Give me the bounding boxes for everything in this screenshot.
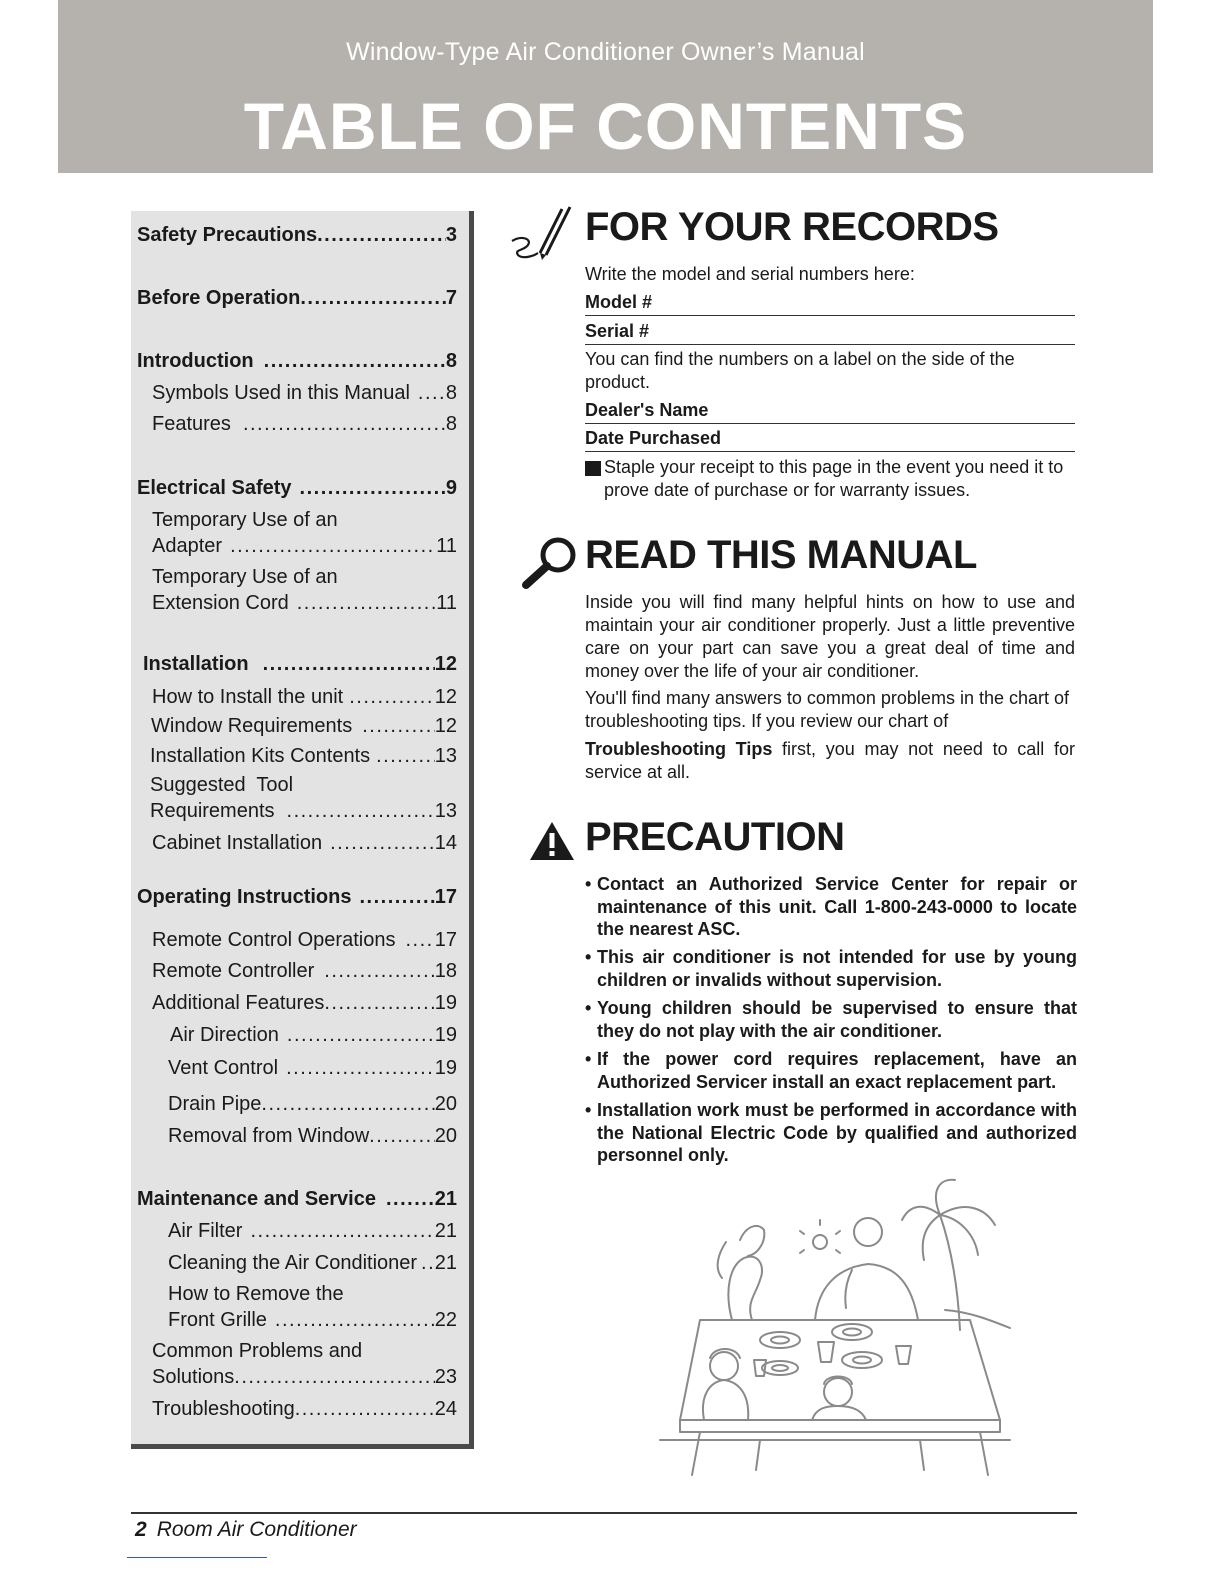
toc-label: Suggested Tool [150, 774, 294, 796]
toc-page: 3 [445, 224, 457, 246]
precaution-item: • Young children should be supervised to ensure that they do not play with the air conditioner. [585, 998, 1077, 1041]
toc-page: 17 [434, 929, 457, 951]
records-intro: Write the model and serial numbers here: [585, 264, 915, 284]
toc-page: 11 [436, 535, 457, 557]
toc-entry[interactable] [152, 958, 457, 984]
toc-label: Front Grille [168, 1309, 267, 1331]
date-purchased-field[interactable]: Date Purchased [585, 427, 1075, 452]
toc-label: Safety Precautions [137, 224, 318, 246]
toc-label: How to Remove the [168, 1283, 344, 1305]
toc-label: Temporary Use of an [152, 509, 338, 531]
toc-page: 8 [445, 413, 457, 435]
footer-link-underline [127, 1557, 267, 1558]
records-heading: FOR YOUR RECORDS [585, 205, 999, 249]
toc-page: 14 [434, 832, 457, 854]
page-footer [135, 1518, 357, 1542]
toc-entry[interactable] [152, 564, 457, 616]
precaution-item: • Contact an Authorized Service Center for repair or maintenance of this unit. Call 1-800-243-0000 to locate the nearest ASC. [585, 874, 1077, 939]
read-paragraph: You'll find many answers to common problems in the chart of troubleshooting tips. If you review our chart of [585, 688, 1070, 731]
toc-entry[interactable] [168, 1091, 457, 1117]
toc-label: Introduction [137, 350, 254, 372]
toc-page: 22 [434, 1309, 457, 1331]
toc-entry[interactable] [168, 1123, 457, 1149]
toc-page: 17 [434, 886, 457, 908]
toc-page: 13 [434, 800, 457, 822]
warning-icon [528, 820, 576, 862]
toc-label: Window Requirements [151, 715, 353, 737]
toc-label: Maintenance and Service [137, 1188, 376, 1210]
read-paragraph: Inside you will find many helpful hints on how to use and maintain your air conditioner properly. Just a little preventive care on your part can save you a great deal of time and money over the life of your air conditioner. [585, 592, 1075, 681]
toc-entry[interactable] [137, 285, 457, 311]
toc-entry[interactable] [143, 651, 457, 677]
toc-page: 20 [434, 1093, 457, 1115]
troubleshooting-tips-emphasis: Troubleshooting Tips [585, 739, 773, 759]
toc-label: Cleaning the Air Conditioner [168, 1252, 418, 1274]
page-number: 2 [135, 1518, 147, 1541]
toc-page: 8 [445, 350, 457, 372]
label-location-note: You can find the numbers on a label on the side of the product. [585, 349, 1015, 392]
toc-page: 12 [434, 686, 457, 708]
toc-label: Solutions [152, 1366, 235, 1388]
toc-entry[interactable] [152, 411, 457, 437]
model-number-field[interactable]: Model # [585, 291, 1075, 316]
toc-entry[interactable] [168, 1055, 457, 1081]
toc-entry[interactable] [137, 475, 457, 501]
toc-page: 8 [445, 382, 457, 404]
toc-label: Removal from Window [168, 1125, 370, 1147]
toc-label: How to Install the unit [152, 686, 344, 708]
precaution-item: • If the power cord requires replacement, have an Authorized Servicer install an exact replacement part. [585, 1049, 1077, 1092]
toc-entry[interactable] [152, 380, 457, 406]
toc-label: Electrical Safety [137, 477, 292, 499]
toc-page: 21 [434, 1252, 457, 1274]
toc-entry[interactable] [152, 927, 457, 953]
toc-label: Temporary Use of an [152, 566, 338, 588]
toc-label: Requirements [150, 800, 275, 822]
precaution-item: • This air conditioner is not intended for use by young children or invalids without supervision. [585, 947, 1077, 990]
toc-page: 19 [434, 1024, 457, 1046]
toc-page: 19 [434, 992, 457, 1014]
toc-entry[interactable] [152, 507, 457, 559]
toc-entry[interactable] [168, 1250, 457, 1276]
picnic-family-illustration [640, 1170, 1020, 1485]
staple-receipt-note: Staple your receipt to this page in the event you need it to prove date of purchase or for warranty issues. [604, 457, 1064, 500]
toc-page: 19 [434, 1057, 457, 1079]
dealer-name-field[interactable]: Dealer's Name [585, 399, 1075, 424]
square-bullet-icon [585, 461, 601, 476]
toc-entry[interactable] [168, 1218, 457, 1244]
toc-page: 21 [434, 1188, 457, 1210]
toc-label: Before Operation [137, 287, 301, 309]
toc-label: Air Filter [168, 1220, 243, 1242]
toc-page: 20 [434, 1125, 457, 1147]
toc-page: 12 [434, 715, 457, 737]
read-paragraph-rest: first, you may not need to call for service at all. [585, 739, 1075, 782]
header-banner [58, 0, 1153, 173]
precaution-item: • Installation work must be performed in accordance with the National Electric Code by qualified and authorized personnel only. [585, 1100, 1077, 1165]
toc-page: 7 [445, 287, 457, 309]
toc-page: 21 [434, 1220, 457, 1242]
toc-label: Drain Pipe [168, 1093, 262, 1115]
toc-label: Installation Kits Contents [150, 745, 371, 767]
footer-title: Room Air Conditioner [156, 1518, 357, 1541]
toc-entry[interactable] [137, 1186, 457, 1212]
toc-entry[interactable] [137, 884, 457, 910]
magnifier-icon [520, 535, 580, 591]
toc-label: Symbols Used in this Manual [152, 382, 410, 404]
toc-page: 11 [436, 592, 457, 614]
toc-page: 13 [434, 745, 457, 767]
precaution-heading: PRECAUTION [585, 815, 845, 859]
pen-icon [510, 203, 578, 263]
toc-label: Vent Control [168, 1057, 279, 1079]
read-heading: READ THIS MANUAL [585, 533, 977, 577]
toc-page: 9 [445, 477, 457, 499]
manual-subtitle: Window-Type Air Conditioner Owner’s Manual [346, 38, 865, 66]
toc-label: Common Problems and [152, 1340, 363, 1362]
toc-label: Extension Cord [152, 592, 289, 614]
toc-entry[interactable] [152, 830, 457, 856]
toc-label: Installation [143, 653, 249, 675]
toc-label: Operating Instructions [137, 886, 352, 908]
toc-label: Features [152, 413, 231, 435]
toc-label: Troubleshooting [152, 1398, 295, 1420]
toc-label: Remote Control Operations [152, 929, 396, 951]
toc-label: Cabinet Installation [152, 832, 323, 854]
toc-entry[interactable] [137, 348, 457, 374]
serial-number-field[interactable]: Serial # [585, 320, 1075, 345]
toc-label: Remote Controller [152, 960, 315, 982]
toc-label: Adapter [152, 535, 223, 557]
toc-label: Additional Features [152, 992, 325, 1014]
toc-entry[interactable] [150, 743, 457, 769]
toc-entry[interactable] [152, 1396, 457, 1422]
toc-label: Air Direction [170, 1024, 279, 1046]
toc-entry[interactable] [168, 1281, 457, 1333]
toc-page: 24 [434, 1398, 457, 1420]
toc-entry[interactable] [137, 222, 457, 248]
read-paragraph [585, 738, 1075, 784]
toc-panel [131, 211, 474, 1449]
toc-page: 23 [434, 1366, 457, 1388]
toc-entry[interactable] [170, 1022, 457, 1048]
page-title: TABLE OF CONTENTS [243, 89, 968, 163]
toc-entry[interactable] [152, 990, 457, 1016]
toc-page: 12 [434, 653, 457, 675]
toc-entry[interactable] [150, 772, 457, 824]
toc-entry[interactable] [151, 713, 457, 739]
footer-divider [131, 1512, 1077, 1514]
toc-entry[interactable] [152, 1338, 457, 1390]
toc-page: 18 [434, 960, 457, 982]
toc-entry[interactable] [152, 684, 457, 710]
